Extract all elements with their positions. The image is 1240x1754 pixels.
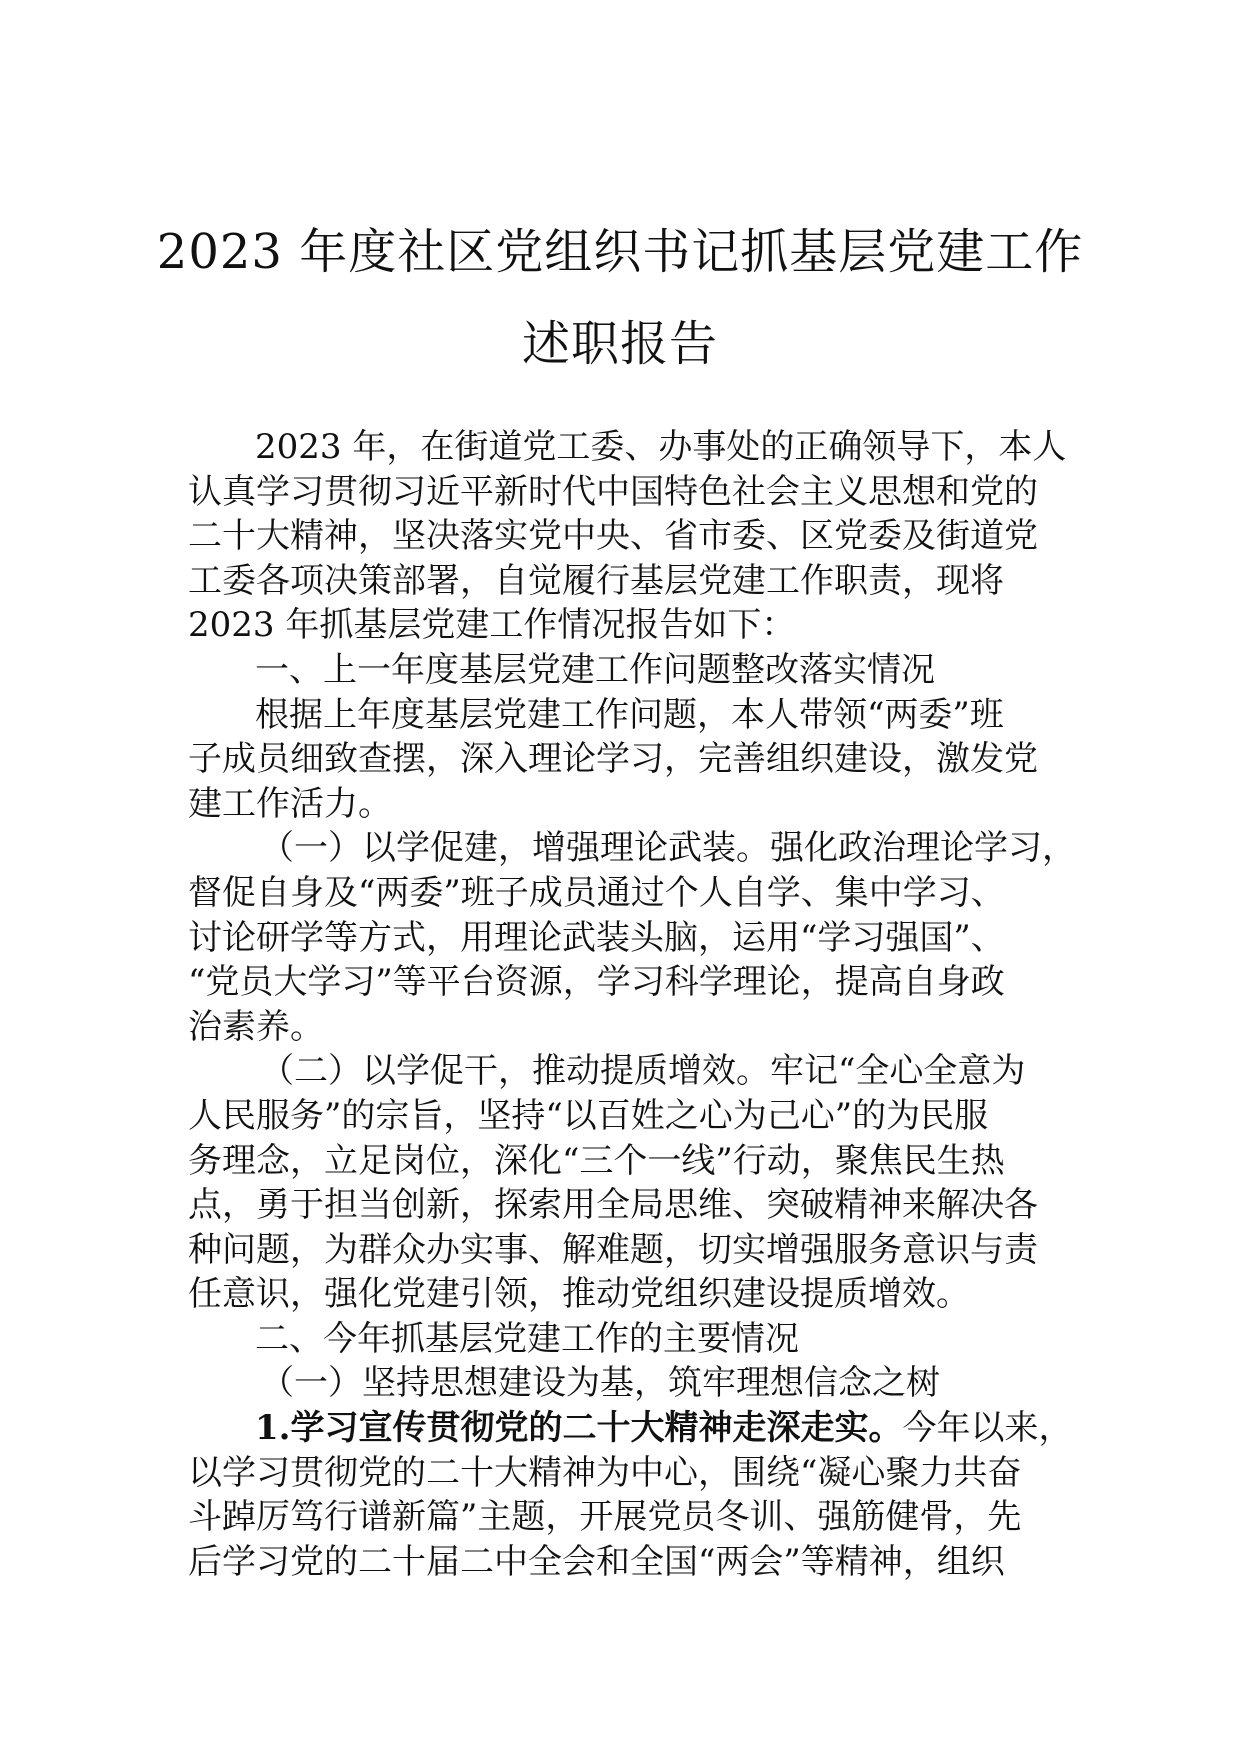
bold-lead-phrase: 1.学习宣传贯彻党的二十大精神走深走实。	[255, 1408, 903, 1449]
paragraph-line: 任意识，强化党建引领，推动党组织建设提质增效。	[188, 1274, 970, 1315]
subsection-heading: （一）坚持思想建设为基，筑牢理想信念之树	[260, 1363, 940, 1404]
paragraph-line: 建工作活力。	[188, 783, 392, 824]
paragraph-line: 斗踔厉笃行谱新篇”主题，开展党员冬训、强筋健骨，先	[188, 1497, 1022, 1538]
paragraph-line: 人民服务”的宗旨，坚持“以百姓之心为己心”的为民服	[188, 1095, 989, 1136]
document-title-line-2: 述职报告	[521, 316, 718, 372]
paragraph-line: 督促自身及“两委”班子成员通过个人自学、集中学习、	[188, 872, 1005, 913]
paragraph-line: 后学习党的二十届二中全会和全国“两会”等精神，组织	[188, 1541, 1005, 1582]
paragraph-line	[188, 1406, 1073, 1451]
paragraph-line: “党员大学习”等平台资源，学习科学理论，提高自身政	[188, 962, 1005, 1003]
paragraph-line: 工委各项决策部署，自觉履行基层党建工作职责，现将	[188, 560, 1004, 601]
paragraph-line: 种问题，为群众办实事、解难题，切实增强服务意识与责	[188, 1229, 1038, 1270]
paragraph-line: 认真学习贯彻习近平新时代中国特色社会主义思想和党的	[188, 471, 1038, 512]
section-heading: 一、上一年度基层党建工作问题整改落实情况	[255, 649, 935, 690]
section-heading: 二、今年抓基层党建工作的主要情况	[255, 1318, 799, 1359]
document-title-line-1: 2023 年度社区党组织书记抓基层党建工作	[156, 224, 1084, 280]
paragraph-line: 务理念，立足岗位，深化“三个一线”行动，聚焦民生热	[188, 1140, 1005, 1181]
paragraph-line: 点，勇于担当创新，探索用全局思维、突破精神来解决各	[188, 1185, 1038, 1226]
paragraph-line: （二）以学促干，推动提质增效。牢记“全心全意为	[260, 1051, 1026, 1092]
paragraph-line: 根据上年度基层党建工作问题，本人带领“两委”班	[255, 694, 1004, 735]
paragraph-line: 二十大精神，坚决落实党中央、省市委、区党委及街道党	[188, 516, 1038, 557]
paragraph-line: 2023 年，在街道党工委、办事处的正确领导下，本人	[255, 427, 1067, 467]
document-body	[188, 425, 1076, 1584]
paragraph-line: 治素养。	[188, 1006, 324, 1047]
paragraph-line: 讨论研学等方式，用理论武装头脑，运用“学习强国”、	[188, 917, 1005, 958]
paragraph-line: 以学习贯彻党的二十大精神为中心，围绕“凝心聚力共奋	[188, 1452, 1022, 1493]
paragraph-line: （一）以学促建，增强理论武装。强化政治理论学习，	[260, 828, 1076, 869]
paragraph-line: 子成员细致查摆，深入理论学习，完善组织建设，激发党	[188, 739, 1038, 780]
paragraph-line: 2023 年抓基层党建工作情况报告如下：	[188, 605, 796, 646]
paragraph-text: 今年以来，	[902, 1408, 1073, 1449]
